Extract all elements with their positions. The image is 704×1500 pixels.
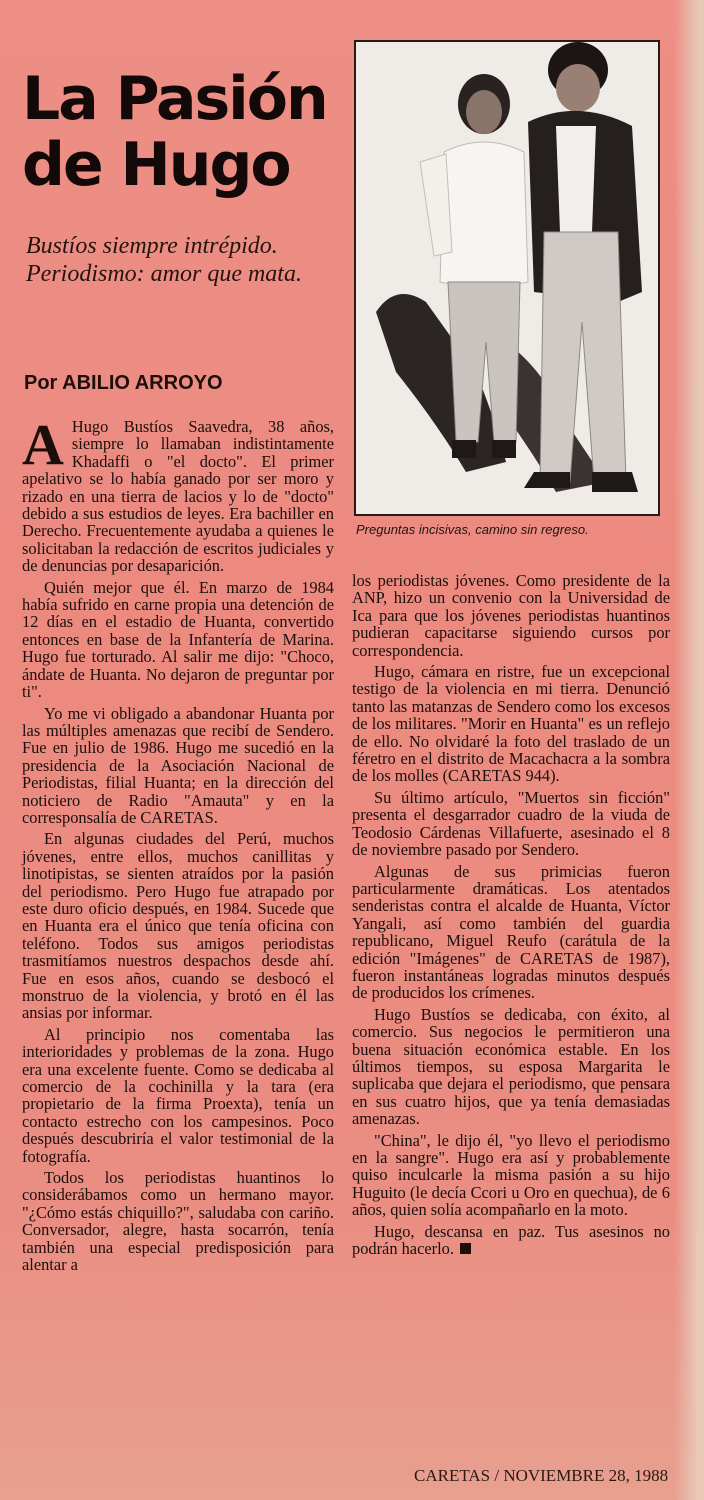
article-photo bbox=[354, 40, 660, 516]
paragraph-1-text: Hugo Bustíos Saavedra, 38 años, siempre lo llamaban indistintamente Khadaffi o "el docto". El primer apelativo se lo había ganado por ser moro y rizado en una tierra de lacios y lo de "docto" debido a sus estudios de leyes. Era bachiller en Derecho. Frecuentemente ayudaba a quienes le solicitaban la redacción de escritos judiciales y de denuncias por desaparición. bbox=[22, 417, 334, 576]
paragraph-6: Todos los periodistas huantinos lo considerábamos como un hermano mayor. "¿Cómo estás chiquillo?", saludaba con cariño. Conversador, alegre, hasta socarrón, tenía también una especial predisposición para alentar a bbox=[22, 1168, 334, 1275]
paragraph-9: Su último artículo, "Muertos sin ficción" presenta el desgarrador cuadro de la viuda de Teodosio Cárdenas Villafuerte, asesinado el 8 de noviembre pasado por Sendero. bbox=[352, 787, 670, 860]
photo-caption: Preguntas incisivas, camino sin regreso. bbox=[356, 522, 589, 537]
page-footer: CARETAS / NOVIEMBRE 28, 1988 bbox=[414, 1466, 669, 1485]
page-edge bbox=[674, 0, 704, 1500]
paragraph-7: los periodistas jóvenes. Como presidente de la ANP, hizo un convenio con la Universidad de Ica para que los jóvenes periodistas huantinos pudieran capacitarse siguiendo cursos por correspondencia. bbox=[352, 571, 670, 660]
paragraph-12: "China", le dijo él, "yo llevo el periodismo en la sangre". Hugo era así y probablemente quiso inculcarle la misma pasión a su hijo Huguito (le decía Ccori u Oro en quechua), de 6 años, quien solía acompañarlo en la moto. bbox=[352, 1130, 670, 1220]
drop-cap: A bbox=[22, 412, 64, 477]
photo-illustration bbox=[356, 42, 658, 514]
paragraph-13-text: Hugo, descansa en paz. Tus asesinos no podrán hacerlo. bbox=[352, 1221, 670, 1259]
paragraph-5: Al principio nos comentaba las interioridades y problemas de la zona. Hugo era una excelente fuente. Como se dedicaba al comercio de la cochinilla y la tara (era propietario de la firma Proexta), tenía un contacto estrecho con los campesinos. Poco después descubriría el valor testimonial de la fotografía. bbox=[22, 1024, 334, 1166]
byline: Por ABILIO ARROYO bbox=[24, 372, 223, 394]
column-2 bbox=[352, 572, 670, 1261]
paragraph-4: En algunas ciudades del Perú, muchos jóvenes, entre ellos, muchos canillitas y linotipistas, se sienten atraídos por la pasión del periodismo. Pero Hugo fue atrapado por este duro oficio después, en 1984. Sucede que en Huanta era el único que tenía oficina con teléfono. Todos sus amigos periodistas trasmitíamos nuestros despachos desde ahí. Fue en esos años, cuando se desbocó el monstruo de la violencia, y brotó en él las ansias por informar. bbox=[22, 829, 334, 1023]
paragraph-3: Yo me vi obligado a abandonar Huanta por las múltiples amenazas que recibí de Sendero. Fue en julio de 1986. Hugo me sucedió en la presidencia de la Asociación Nacional de Periodistas, filial Huanta; en la dirección del noticiero de Radio "Amauta" y en la corresponsalía de CARETAS. bbox=[22, 703, 334, 827]
article-subtitle: Bustíos siempre intrépido. Periodismo: amor que mata. bbox=[26, 233, 302, 287]
paragraph-1 bbox=[22, 412, 334, 576]
title-line-2: de Hugo bbox=[22, 130, 290, 200]
paragraph-8: Hugo, cámara en ristre, fue un excepcional testigo de la violencia en mi tierra. Denunció tanto las matanzas de Sendero como los excesos de los militares. "Morir en Huanta" es un reflejo de ello. No olvidaré la foto del traslado de un féretro en el distrito de Macachacra a la sombra de los molles (CARETAS 944). bbox=[352, 662, 670, 786]
article-title bbox=[22, 66, 342, 198]
paragraph-2: Quién mejor que él. En marzo de 1984 había sufrido en carne propia una detención de 12 días en el estadio de Huanta, convertido entonces en base de la Infantería de Marina. Hugo fue torturado. Al salir me dijo: "Choco, ándate de Huanta. No dejaron de preguntar por ti". bbox=[22, 577, 334, 702]
paragraph-13 bbox=[352, 1223, 670, 1258]
paragraph-11: Hugo Bustíos se dedicaba, con éxito, al comercio. Sus negocios le permitieron una buena situación económica estable. En los últimos tiempos, su esposa Margarita le suplicaba que dejara el periodismo, que pensara en sus cuatro hijos, que ya tenía demasiadas amenazas. bbox=[352, 1004, 670, 1129]
paragraph-10: Algunas de sus primicias fueron particularmente dramáticas. Los atentados senderistas contra el alcalde de Huanta, Víctor Yangali, así como también del guardia republicano, Miguel Reufo (carátula de la edición "Imágenes" de CARETAS de 1987), fueron instantáneas logradas minutos después de producidos los crímenes. bbox=[352, 861, 670, 1003]
end-mark-icon bbox=[460, 1243, 471, 1254]
title-line-1: La Pasión bbox=[22, 64, 327, 134]
column-1 bbox=[22, 412, 334, 1278]
